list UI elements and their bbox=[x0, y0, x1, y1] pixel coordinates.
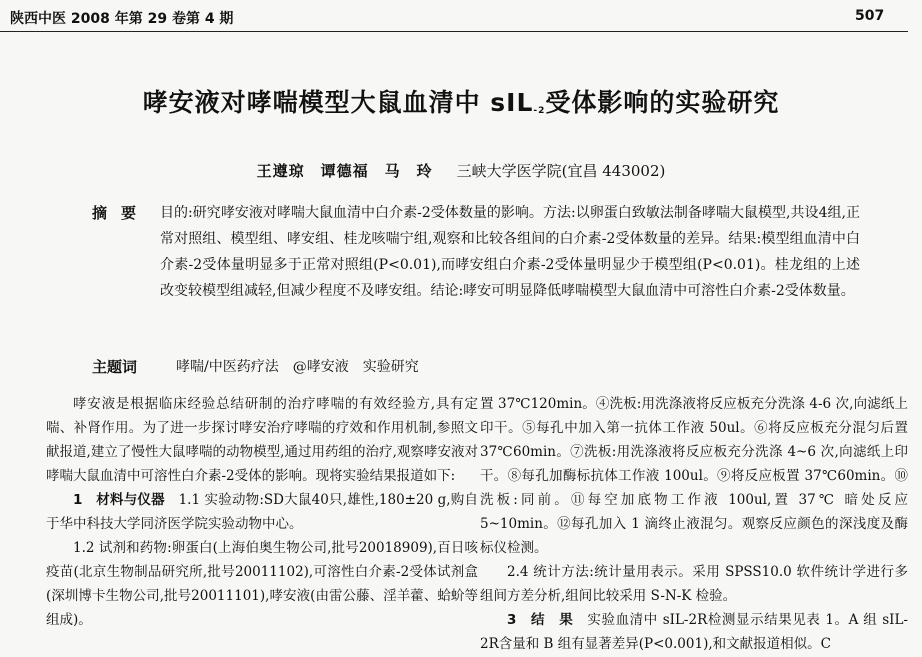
affiliation: 三峡大学医学院(宜昌 443002) bbox=[456, 162, 666, 180]
stats-paragraph: 2.4 统计方法:统计量用表示。采用 SPSS10.0 软件统计学进行多组间方差分析,组间比较采用 S-N-K 检验。 bbox=[480, 564, 908, 604]
intro-paragraph: 哮安液是根据临床经验总结研制的治疗哮喘的有效经验方,具有定喘、补肾作用。为了进一步探讨哮安治疗哮喘的疗效和作用机制,参照文献报道,建立了慢性大鼠哮喘的动物模型,通过用药组的治疗,观察哮安液对哮喘大鼠血清中可溶性白介素-2受体的影响。现将实验结果报道如下: bbox=[46, 396, 478, 484]
section-1-text: 1.1 实验动物:SD大鼠40只,雄性,180±20 g,购自于华中科技大学同济医学院实验动物中心。 bbox=[46, 492, 478, 532]
title-part-2: 受体影响的实验研究 bbox=[545, 88, 780, 117]
title-part-1: 哮安液对哮喘模型大鼠血清中 sIL bbox=[142, 88, 534, 117]
section-1-paragraph bbox=[46, 488, 478, 536]
right-column bbox=[480, 392, 908, 656]
author-line bbox=[0, 160, 922, 181]
page-number: 507 bbox=[855, 8, 885, 24]
section-3-paragraph bbox=[480, 608, 908, 656]
section-3-heading: 3 结 果 bbox=[507, 612, 574, 628]
author-names: 王遵琼 谭德福 马 玲 bbox=[256, 162, 433, 180]
abstract-label: 摘要 bbox=[92, 204, 151, 222]
keywords-text: 哮喘/中医药疗法 @哮安液 实验研究 bbox=[176, 359, 419, 375]
keywords-label: 主题词 bbox=[92, 358, 138, 376]
article-title bbox=[0, 83, 922, 119]
section-1-heading: 1 材料与仪器 bbox=[73, 492, 165, 508]
header-rule bbox=[0, 31, 908, 32]
title-subscript: -2 bbox=[533, 106, 546, 116]
journal-header: 陕西中医 2008 年第 29 卷第 4 期 bbox=[10, 11, 234, 27]
procedure-steps: 置 37℃120min。④洗板:用洗涤液将反应板充分洗涤 4-6 次,向滤纸上印干。⑤每孔中加入第一抗体工作液 50ul。⑥将反应板充分混匀后置 37℃60min。⑦洗板:用洗涤液将反应板充分洗涤 4~6 次,向滤纸上印干。⑧每孔加酶标抗体工作液 100ul。⑨将反应板置 37℃60min。⑩洗板:同前。⑪每空加底物工作液 100ul,置 37℃ 暗处反应 5~10min。⑫每孔加入 1 滴终止液混匀。观察反应颜色的深浅度及酶标仪检测。 bbox=[480, 396, 908, 556]
section-1-2-paragraph: 1.2 试剂和药物:卵蛋白(上海伯奥生物公司,批号20018909),百日咳疫苗(北京生物制品研究所,批号20011102),可溶性白介素-2受体试剂盒(深圳博卡生物公司,批号20011101),哮安液(由雷公藤、淫羊藿、蛤蚧等组成)。 bbox=[46, 540, 478, 628]
section-3-text: 实验血清中 sIL-2R检测显示结果见表 1。A 组 sIL-2R含量和 B 组有显著差异(P<0.001),和文献报道相似。C bbox=[480, 612, 908, 652]
abstract-text: 目的:研究哮安液对哮喘大鼠血清中白介素-2受体数量的影响。方法:以卵蛋白致敏法制备哮喘大鼠模型,共设4组,正常对照组、模型组、哮安组、桂龙咳喘宁组,观察和比较各组间的白介素-2受体数量的差异。结果:模型组血清中白介素-2受体量明显多于正常对照组(P<0.01),而哮安组白介素-2受体量明显少于模型组(P<0.01)。桂龙组的上述改变较模型组减轻,但减少程度不及哮安组。结论:哮安可明显降低哮喘模型大鼠血清中可溶性白介素-2受体数量。 bbox=[160, 205, 860, 299]
left-column bbox=[46, 392, 478, 632]
